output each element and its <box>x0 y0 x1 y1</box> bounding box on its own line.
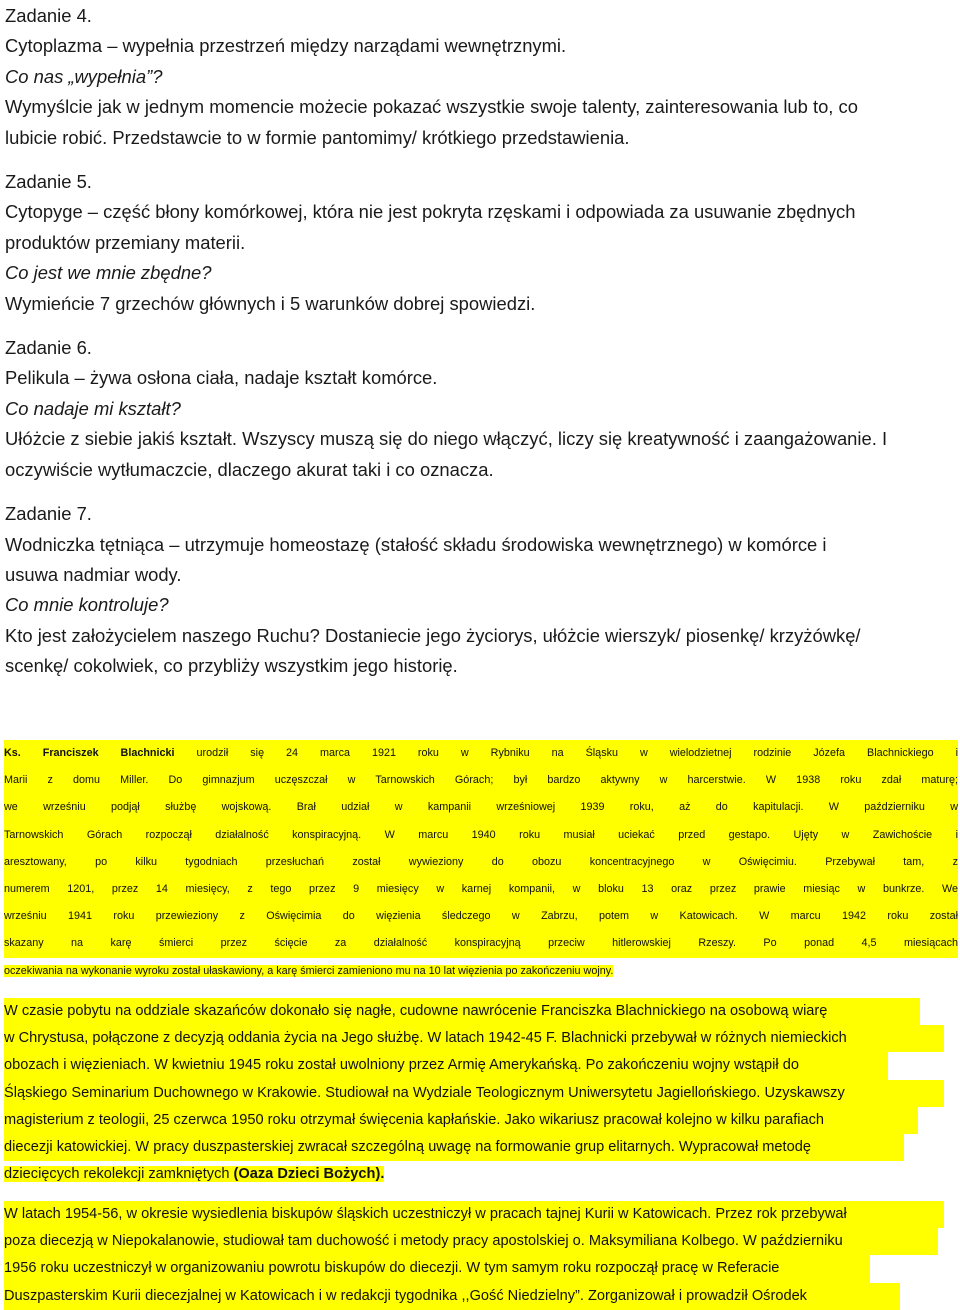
tasks-section <box>0 1 955 682</box>
bio-text: Śląskiego Seminarium Duchownego w Krakowie. Studiował na Wydziale Teologicznym Uniwersytetu Jagiellońskiego. Uzyskawszy <box>4 1080 944 1107</box>
bio-text: W latach 1954-56, w okresie wysiedlenia biskupów śląskich uczestniczył w pracach tajnej Kurii w Katowicach. Przez rok przebywał <box>4 1201 944 1228</box>
task-5-title: Zadanie 5. <box>5 171 92 193</box>
bio-line-last <box>4 958 958 985</box>
bio-line <box>4 1134 944 1161</box>
bio-line <box>4 1201 944 1228</box>
task-4-instruction-line: Wymyślcie jak w jednym momencie możecie pokazać wszystkie swoje talenty, zainteresowania lub to, co <box>5 96 858 118</box>
task-7-instruction-line: scenkę/ cokolwiek, co przybliży wszystkim jego historię. <box>5 655 458 677</box>
task-5-description-line: Cytopyge – część błony komórkowej, która nie jest pokryta rzęskami i odpowiada za usuwanie zbędnych <box>5 201 856 223</box>
task-7-description-line: usuwa nadmiar wody. <box>5 563 182 585</box>
bio-text: W czasie pobytu na oddziale skazańców dokonało się nagłe, cudowne nawrócenie Franciszka Blachnickiego na osobową wiarę <box>4 998 920 1025</box>
bio-line <box>4 998 944 1025</box>
task-4-description: Cytoplazma – wypełnia przestrzeń między narządami wewnętrznymi. <box>5 35 567 57</box>
bio-line: Marii z domu Miller. Do gimnazjum uczęszczał w Tarnowskich Górach; był bardzo aktywny w harcerstwie. W 1938 roku zdał maturę; <box>4 767 958 794</box>
bio-text: 1956 roku uczestniczył w organizowaniu powrotu biskupów do diecezji. W tym samym roku rozpoczął pracę w Referacie <box>4 1255 870 1282</box>
task-5-description-line: produktów przemiany materii. <box>5 231 246 253</box>
task-6-question: Co nadaje mi kształt? <box>5 397 181 419</box>
bio-line <box>4 1025 944 1052</box>
task-6-instruction-line: oczywiście wytłumaczcie, dlaczego akurat taki i co oznacza. <box>5 458 494 480</box>
bio-text: magisterium z teologii, 25 czerwca 1950 roku otrzymał święcenia kapłańskie. Jako wikariusz pracował kolejno w kilku parafiach <box>4 1107 918 1134</box>
task-7-title: Zadanie 7. <box>5 503 92 525</box>
bio-line: aresztowany, po kilku tygodniach przesłuchań został wywieziony do obozu koncentracyjnego w Oświęcimiu. Przebywał tam, z <box>4 849 958 876</box>
bio-line: we wrześniu podjął służbę wojskową. Brał udział w kampanii wrześniowej 1939 roku, aż do kapitulacji. W październiku w <box>4 794 958 821</box>
bio-line: skazany na karę śmierci przez ścięcie za działalność konspiracyjną przeciw hitlerowskiej Rzeszy. Po ponad 4,5 miesiącach <box>4 930 958 957</box>
bio-name: Ks. Franciszek Blachnicki <box>4 747 175 759</box>
bio-text: poza diecezją w Niepokalanowie, studiował tam duchowość i metody pracy apostolskiej o. Maksymiliana Kolbego. W październiku <box>4 1228 938 1255</box>
bio-line-last <box>4 1161 944 1188</box>
biography-paragraph-2 <box>4 998 944 1188</box>
task-7-instruction-line: Kto jest założycielem naszego Ruchu? Dostaniecie jego życiorys, ułóżcie wierszyk/ piosenkę/ krzyżówkę/ <box>5 624 861 646</box>
biography-paragraph-3 <box>4 1201 944 1310</box>
task-5-instruction: Wymieńcie 7 grzechów głównych i 5 warunków dobrej spowiedzi. <box>5 292 536 314</box>
task-5-question: Co jest we mnie zbędne? <box>5 262 212 284</box>
task-7-description-line: Wodniczka tętniąca – utrzymuje homeostazę (stałość składu środowiska wewnętrznego) w komórce i <box>5 533 827 555</box>
bio-text: diecezji katowickiej. W pracy duszpasterskiej zwracał szczególną uwagę na formowanie grup elitarnych. Wypracował metodę <box>4 1134 904 1161</box>
bio-text: urodził się 24 marca 1921 roku w Rybniku na Śląsku w wielodzietnej rodzinie Józefa Blachnickiego i <box>174 747 959 759</box>
bio-text: obozach i więzieniach. W kwietniu 1945 roku został uwolniony przez Armię Amerykańską. Po zakończeniu wojny wstąpił do <box>4 1052 888 1079</box>
bio-line: numerem 1201, przez 14 miesięcy, z tego przez 9 miesięcy w karnej kompanii, w bloku 13 oraz przez prawie miesiąc w bunkrze. We <box>4 876 958 903</box>
task-6-description: Pelikula – żywa osłona ciała, nadaje kształt komórce. <box>5 367 438 389</box>
biography-paragraph-1 <box>4 740 958 985</box>
bio-text <box>4 1166 384 1182</box>
bio-text: Duszpasterskim Kurii diecezjalnej w Katowicach i w redakcji tygodnika ,,Gość Niedzielny”. Zorganizował i prowadził Ośrodek <box>4 1283 900 1310</box>
task-6-instruction-line: Ułóżcie z siebie jakiś kształt. Wszyscy muszą się do niego włączyć, liczy się kreatywność i zaangażowanie. I <box>5 428 888 450</box>
bio-line <box>4 1107 944 1134</box>
task-4-question: Co nas „wypełnia”? <box>5 65 163 87</box>
bio-text: oczekiwania na wykonanie wyroku został ułaskawiony, a karę śmierci zamieniono mu na 10 lat więzienia po zakończeniu wojny. <box>4 964 614 977</box>
bio-line <box>4 1283 944 1310</box>
bio-line <box>4 1080 944 1107</box>
task-7-question: Co mnie kontroluje? <box>5 594 169 616</box>
bio-line <box>4 1052 944 1079</box>
bio-line: wrześniu 1941 roku przewieziony z Oświęcimia do więzienia śledczego w Zabrzu, potem w Katowicach. W marcu 1942 roku został <box>4 903 958 930</box>
bio-line: Tarnowskich Górach rozpoczął działalność konspiracyjną. W marcu 1940 roku musiał uciekać przed gestapo. Ujęty w Zawichoście i <box>4 822 958 849</box>
bio-line <box>4 1255 944 1282</box>
bio-text-part: dziecięcych rekolekcji zamkniętych <box>4 1166 234 1183</box>
task-6-title: Zadanie 6. <box>5 337 92 359</box>
bio-text: w Chrystusa, połączone z decyzją oddania życia na Jego służbę. W latach 1942-45 F. Blachnicki przebywał w różnych niemieckich <box>4 1025 944 1052</box>
bio-line <box>4 1228 944 1255</box>
task-4-instruction-line: lubicie robić. Przedstawcie to w formie pantomimy/ krótkiego przedstawienia. <box>5 126 630 148</box>
bio-text-bold: (Oaza Dzieci Bożych). <box>233 1166 385 1183</box>
bio-line <box>4 740 958 767</box>
task-4-title: Zadanie 4. <box>5 5 92 26</box>
